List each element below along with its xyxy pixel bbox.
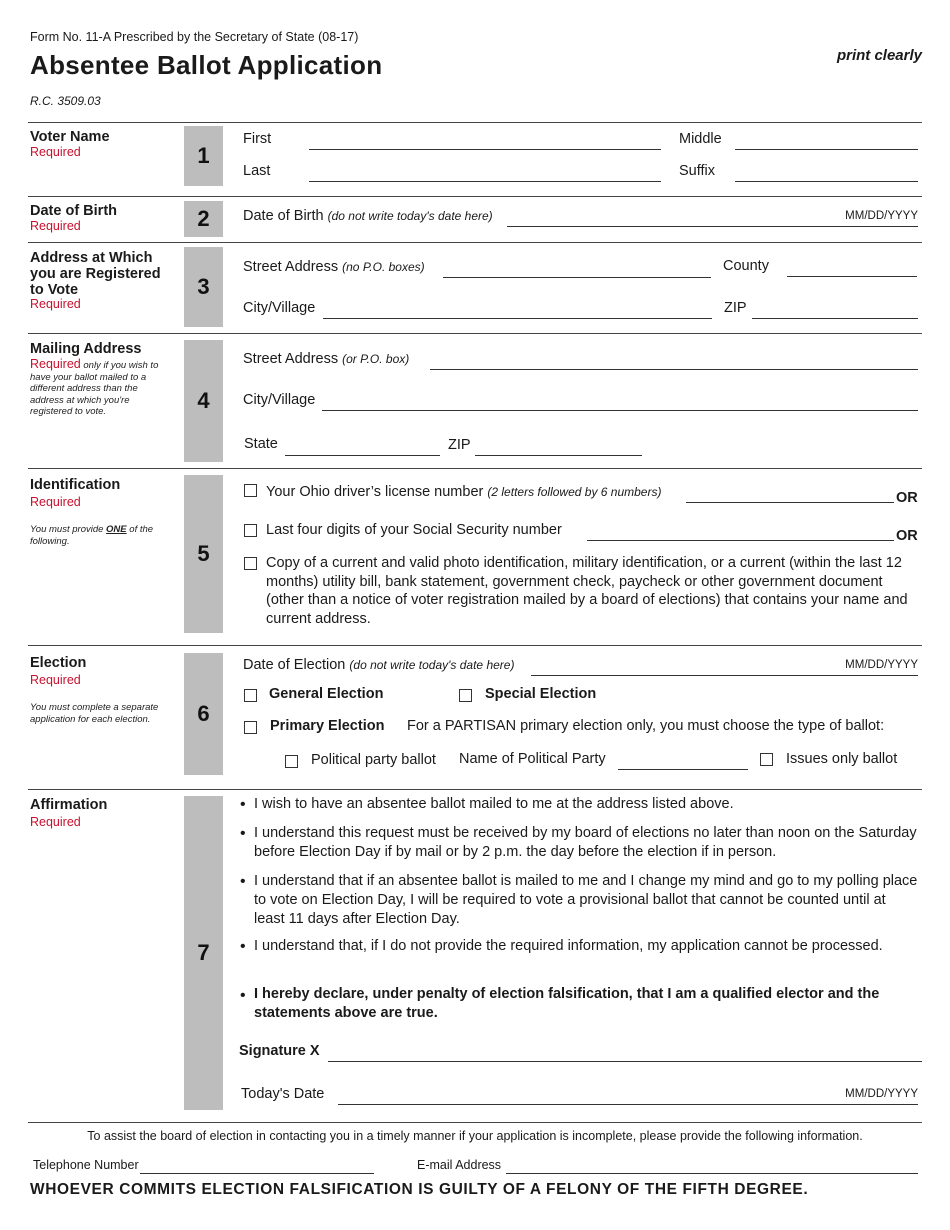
drivers-license-label: Your Ohio driver’s license number (2 letters followed by 6 numbers) bbox=[266, 484, 662, 500]
mailing-street-field[interactable] bbox=[430, 369, 918, 370]
party-ballot-checkbox[interactable] bbox=[285, 755, 298, 768]
signature-label: Signature X bbox=[239, 1043, 320, 1059]
or-label: OR bbox=[896, 490, 918, 506]
mailing-address-heading: Mailing Address bbox=[30, 341, 142, 357]
primary-election-note: For a PARTISAN primary election only, you must choose the type of ballot: bbox=[407, 718, 885, 734]
last-name-label: Last bbox=[243, 163, 271, 179]
required-label: Required bbox=[30, 815, 81, 829]
dob-field[interactable] bbox=[507, 226, 918, 227]
photo-id-label: Copy of a current and valid photo identification, military identification, or a current (within the last 12 months) utility bill, bank statement, government check, paycheck or other government document (other than a notice of voter registration mailed by a board of elections) that contains your name and current address. bbox=[266, 555, 908, 627]
bullet-icon bbox=[240, 830, 248, 838]
print-clearly-note: print clearly bbox=[836, 47, 922, 64]
date-format-hint: MM/DD/YYYY bbox=[845, 659, 918, 671]
election-heading: Election bbox=[30, 655, 87, 671]
date-of-birth-heading: Date of Birth bbox=[30, 203, 117, 219]
section-divider bbox=[28, 196, 922, 197]
assist-note: To assist the board of election in contacting you in a timely manner if your application is incomplete, please provide the following information. bbox=[87, 1129, 863, 1143]
section-number-4: 4 bbox=[184, 340, 223, 462]
drivers-license-field[interactable] bbox=[686, 502, 894, 503]
issues-ballot-label: Issues only ballot bbox=[786, 751, 898, 767]
affirmation-heading: Affirmation bbox=[30, 797, 108, 813]
section-number-5: 5 bbox=[184, 475, 223, 633]
revised-code: R.C. 3509.03 bbox=[30, 94, 101, 108]
section-divider bbox=[28, 1122, 922, 1123]
affirmation-declaration: I hereby declare, under penalty of election falsification, that I am a qualified elector and the statements above are true. bbox=[254, 986, 880, 1021]
identification-note: You must provide ONE of the following. bbox=[30, 524, 154, 547]
party-name-label: Name of Political Party bbox=[459, 751, 606, 767]
special-election-label: Special Election bbox=[485, 686, 597, 702]
affirmation-statement: I understand that if an absentee ballot is mailed to me and I change my mind and go to my polling place to vote on Election Day, I will be required to vote a provisional ballot that cannot be counted until at least 11 days after Election Day. bbox=[254, 873, 918, 927]
mailing-zip-field[interactable] bbox=[475, 455, 642, 456]
issues-ballot-checkbox[interactable] bbox=[760, 753, 773, 766]
mailing-street-label: Street Address (or P.O. box) bbox=[243, 351, 410, 367]
affirmation-statement: I understand this request must be received by my board of elections no later than noon on the Saturday before Election Day if by mail or by 2 p.m. the day before the election if in person. bbox=[254, 825, 917, 860]
ssn-label: Last four digits of your Social Security number bbox=[266, 522, 562, 538]
required-label: Required bbox=[30, 145, 81, 159]
ssn-field[interactable] bbox=[587, 540, 894, 541]
zip-label: ZIP bbox=[724, 300, 747, 316]
dob-label: Date of Birth (do not write today's date here) bbox=[243, 208, 493, 224]
section-divider bbox=[28, 333, 922, 334]
mailing-state-label: State bbox=[244, 436, 278, 452]
identification-heading: Identification bbox=[30, 477, 121, 493]
section-divider bbox=[28, 789, 922, 790]
party-name-field[interactable] bbox=[618, 769, 748, 770]
affirmation-statement: I understand that, if I do not provide the required information, my application cannot be processed. bbox=[254, 938, 883, 954]
required-label: Required bbox=[30, 495, 81, 509]
zip-field[interactable] bbox=[752, 318, 918, 319]
suffix-field[interactable] bbox=[735, 181, 918, 182]
or-label: OR bbox=[896, 528, 918, 544]
section-number-6: 6 bbox=[184, 653, 223, 775]
date-format-hint: MM/DD/YYYY bbox=[845, 210, 918, 222]
mailing-city-field[interactable] bbox=[322, 410, 918, 411]
todays-date-field[interactable] bbox=[338, 1104, 918, 1105]
suffix-label: Suffix bbox=[679, 163, 716, 179]
section-divider bbox=[28, 242, 922, 243]
photo-id-checkbox[interactable] bbox=[244, 557, 257, 570]
middle-name-label: Middle bbox=[679, 131, 722, 147]
affirmation-statement: I wish to have an absentee ballot mailed to me at the address listed above. bbox=[254, 796, 734, 812]
section-divider bbox=[28, 645, 922, 646]
todays-date-label: Today's Date bbox=[241, 1086, 325, 1102]
first-name-field[interactable] bbox=[309, 149, 661, 150]
street-address-label: Street Address (no P.O. boxes) bbox=[243, 259, 425, 275]
drivers-license-checkbox[interactable] bbox=[244, 484, 257, 497]
mailing-address-note: Required only if you wish to have your ballot mailed to a different address than the address at which you're registered to vote. bbox=[30, 357, 159, 417]
city-village-field[interactable] bbox=[323, 318, 712, 319]
election-note: You must complete a separate application for each election. bbox=[30, 702, 159, 725]
general-election-label: General Election bbox=[269, 686, 384, 702]
telephone-field[interactable] bbox=[140, 1173, 374, 1174]
primary-election-checkbox[interactable] bbox=[244, 721, 257, 734]
mailing-state-field[interactable] bbox=[285, 455, 440, 456]
first-name-label: First bbox=[243, 131, 272, 147]
last-name-field[interactable] bbox=[309, 181, 661, 182]
general-election-checkbox[interactable] bbox=[244, 689, 257, 702]
bullet-icon bbox=[240, 878, 248, 886]
city-village-label: City/Village bbox=[243, 300, 316, 316]
falsification-warning: WHOEVER COMMITS ELECTION FALSIFICATION IS GUILTY OF A FELONY OF THE FIFTH DEGREE. bbox=[30, 1181, 809, 1198]
section-number-3: 3 bbox=[184, 247, 223, 327]
telephone-label: Telephone Number bbox=[33, 1158, 139, 1172]
signature-field[interactable] bbox=[328, 1061, 922, 1062]
county-label: County bbox=[723, 258, 769, 274]
date-format-hint: MM/DD/YYYY bbox=[845, 1088, 918, 1100]
email-label: E-mail Address bbox=[417, 1158, 502, 1172]
bullet-icon bbox=[240, 943, 248, 951]
primary-election-label: Primary Election bbox=[270, 718, 385, 734]
mailing-zip-label: ZIP bbox=[448, 437, 471, 453]
bullet-icon bbox=[240, 992, 248, 1000]
special-election-checkbox[interactable] bbox=[459, 689, 472, 702]
section-divider bbox=[28, 468, 922, 469]
section-number-7: 7 bbox=[184, 796, 223, 1110]
required-label: Required bbox=[30, 673, 81, 687]
email-field[interactable] bbox=[506, 1173, 918, 1174]
mailing-city-label: City/Village bbox=[243, 392, 316, 408]
required-label: Required bbox=[30, 297, 81, 311]
registered-address-heading: Address at Which you are Registered to Vote bbox=[30, 250, 161, 298]
ssn-checkbox[interactable] bbox=[244, 524, 257, 537]
party-ballot-label: Political party ballot bbox=[311, 752, 436, 768]
required-label: Required bbox=[30, 219, 81, 233]
section-number-1: 1 bbox=[184, 126, 223, 186]
street-address-field[interactable] bbox=[443, 277, 711, 278]
form-number: Form No. 11-A Prescribed by the Secretary of State (08-17) bbox=[30, 30, 359, 44]
election-date-label: Date of Election (do not write today's date here) bbox=[243, 657, 515, 673]
voter-name-heading: Voter Name bbox=[30, 129, 110, 145]
section-number-2: 2 bbox=[184, 201, 223, 237]
middle-name-field[interactable] bbox=[735, 149, 918, 150]
county-field[interactable] bbox=[787, 276, 917, 277]
section-divider bbox=[28, 122, 922, 123]
bullet-icon bbox=[240, 801, 248, 809]
page-title: Absentee Ballot Application bbox=[30, 50, 383, 80]
election-date-field[interactable] bbox=[531, 675, 918, 676]
